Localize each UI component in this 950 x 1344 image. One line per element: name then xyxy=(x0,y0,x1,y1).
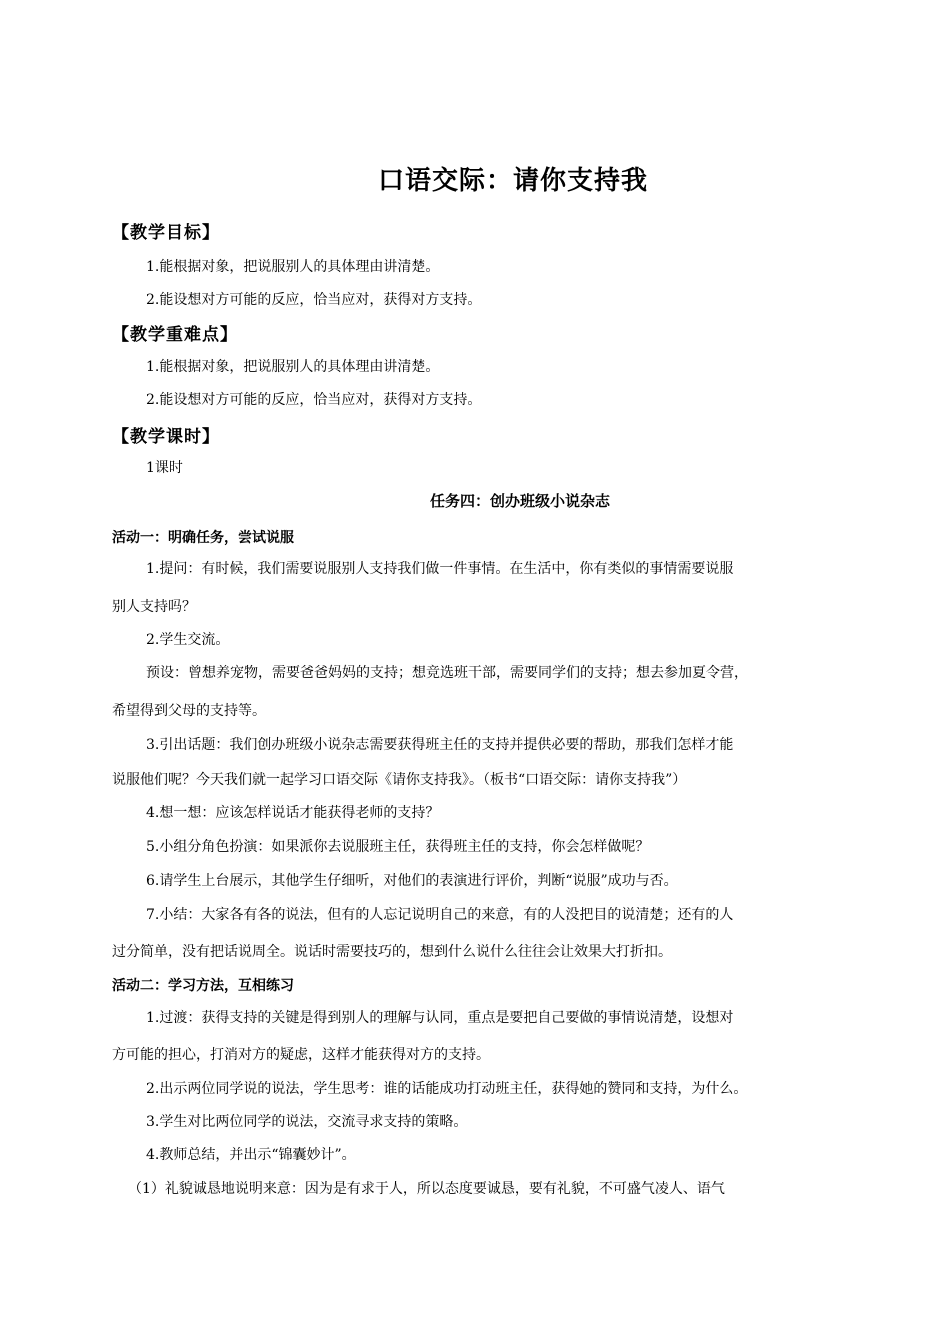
activity1-line: 希望得到父母的支持等。 xyxy=(112,703,266,719)
document-title: 口语交际：请你支持我 xyxy=(377,166,648,196)
activity1-line: 预设：曾想养宠物，需要爸爸妈妈的支持；想竞选班干部，需要同学们的支持；想去参加夏令营， xyxy=(146,665,748,681)
activity1-line: 过分简单，没有把话说周全。说话时需要技巧的，想到什么说什么往往会让效果大打折扣。 xyxy=(112,944,672,960)
activity2-line: 3.学生对比两位同学的说法，交流寻求支持的策略。 xyxy=(146,1114,468,1130)
activity1-line: 1.提问：有时候，我们需要说服别人支持我们做一件事情。在生活中，你有类似的事情需要说服 xyxy=(146,561,734,577)
goal-item: 1.能根据对象，把说服别人的具体理由讲清楚。 xyxy=(146,259,440,275)
activity1-line: 4.想一想：应该怎样说话才能获得老师的支持？ xyxy=(146,805,440,821)
activity2-line: 方可能的担心，打消对方的疑虑，这样才能获得对方的支持。 xyxy=(112,1047,490,1063)
hours-heading: 【教学课时】 xyxy=(112,427,220,447)
activity2-line: 2.出示两位同学说的说法，学生思考：谁的话能成功打动班主任，获得她的赞同和支持，为什么。 xyxy=(146,1081,748,1097)
key-item: 2.能设想对方可能的反应，恰当应对，获得对方支持。 xyxy=(146,392,482,408)
task-title: 任务四：创办班级小说杂志 xyxy=(429,492,610,510)
goal-item: 2.能设想对方可能的反应，恰当应对，获得对方支持。 xyxy=(146,292,482,308)
activity2-title: 活动二：学习方法，互相练习 xyxy=(112,978,294,994)
activity2-line: （1）礼貌诚恳地说明来意：因为是有求于人，所以态度要诚恳，要有礼貌，不可盛气凌人、语气 xyxy=(128,1181,725,1197)
hours-value: 1课时 xyxy=(146,460,183,476)
activity1-line: 6.请学生上台展示，其他学生仔细听，对他们的表演进行评价，判断“说服”成功与否。 xyxy=(146,873,678,889)
activity2-line: 1.过渡：获得支持的关键是得到别人的理解与认同，重点是要把自己要做的事情说清楚，设想对 xyxy=(146,1010,734,1026)
activity1-line: 说服他们呢？今天我们就一起学习口语交际《请你支持我》。（板书“口语交际：请你支持我”） xyxy=(112,772,687,788)
activity1-line: 5.小组分角色扮演：如果派你去说服班主任，获得班主任的支持，你会怎样做呢？ xyxy=(146,839,650,855)
activity2-line: 4.教师总结，并出示“锦囊妙计”。 xyxy=(146,1147,356,1163)
activity1-title: 活动一：明确任务，尝试说服 xyxy=(112,530,294,546)
key-item: 1.能根据对象，把说服别人的具体理由讲清楚。 xyxy=(146,359,440,375)
activity1-line: 7.小结：大家各有各的说法，但有的人忘记说明自己的来意，有的人没把目的说清楚；还有的人 xyxy=(146,907,734,923)
activity1-line: 2.学生交流。 xyxy=(146,632,230,648)
goals-heading: 【教学目标】 xyxy=(112,223,220,243)
activity1-line: 3.引出话题：我们创办班级小说杂志需要获得班主任的支持并提供必要的帮助，那我们怎样才能 xyxy=(146,737,734,753)
key-heading: 【教学重难点】 xyxy=(112,325,238,345)
activity1-line: 别人支持吗？ xyxy=(112,599,196,615)
